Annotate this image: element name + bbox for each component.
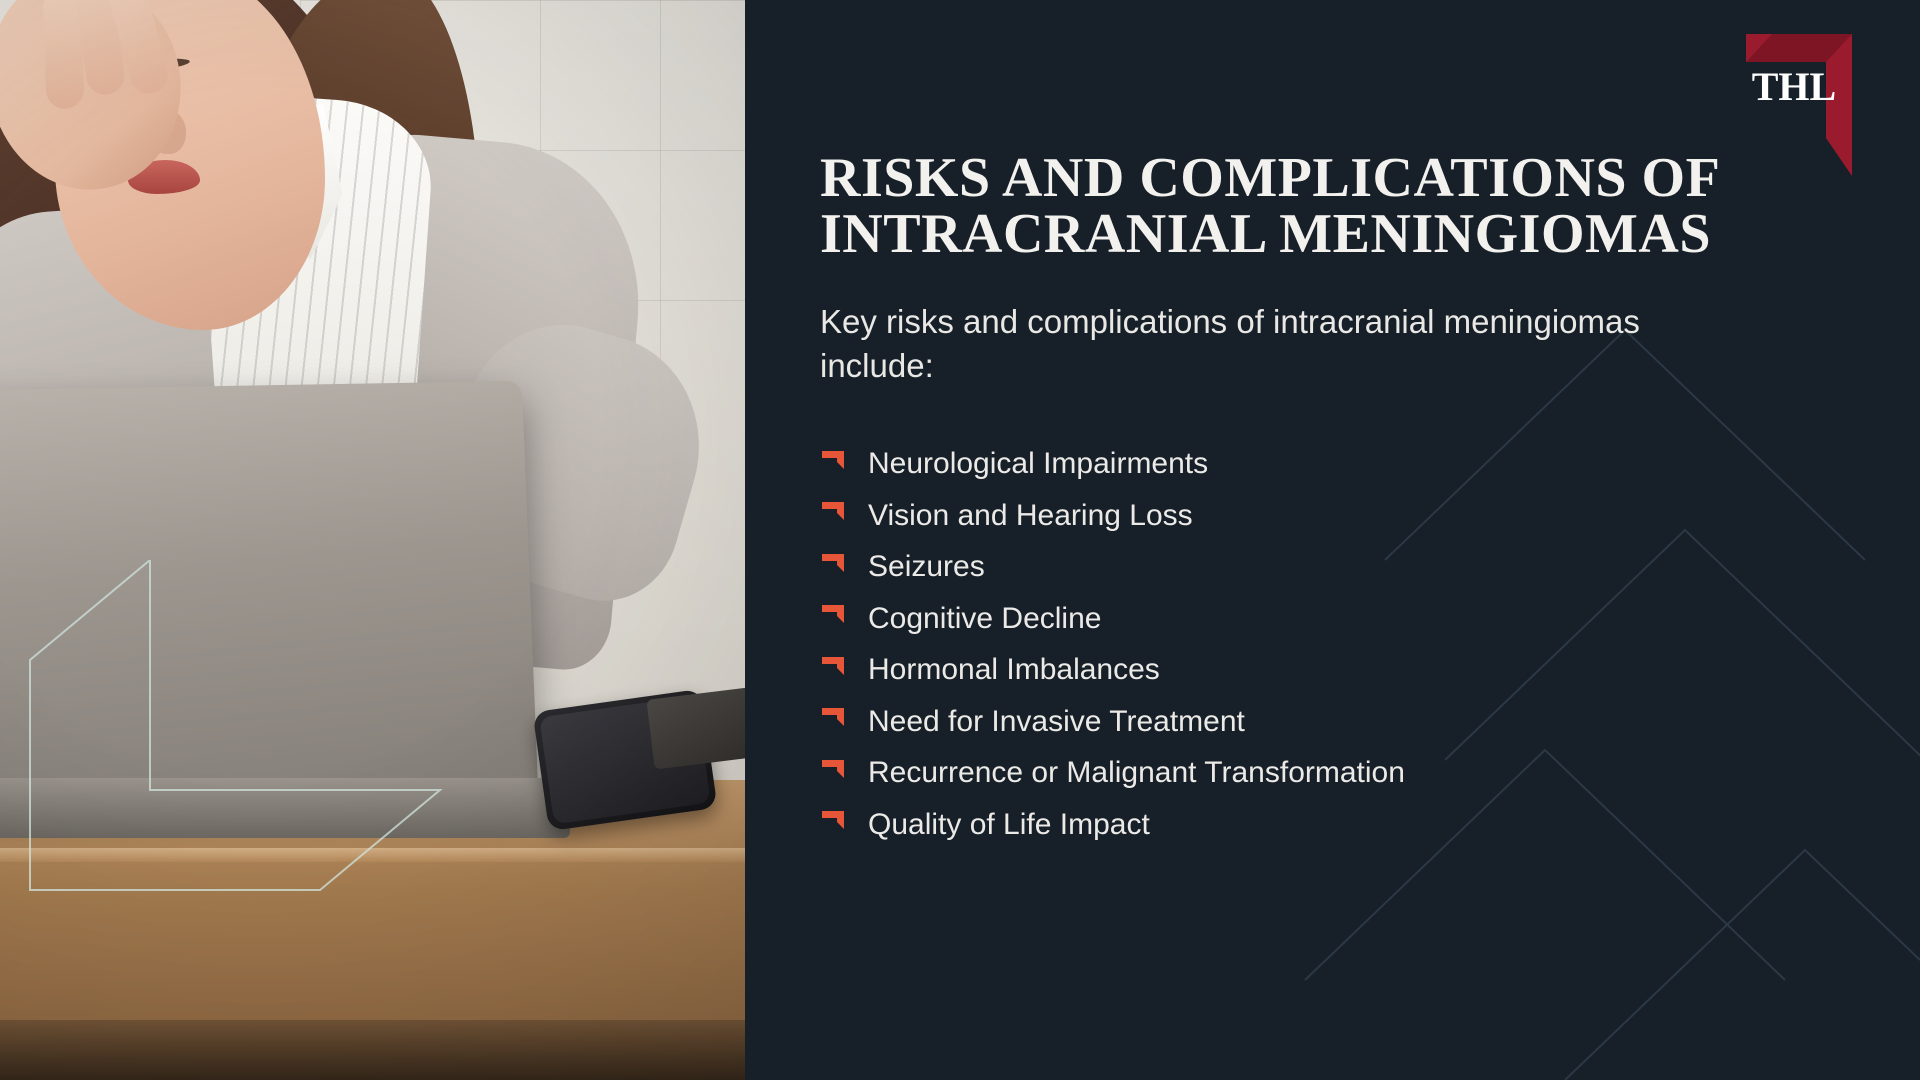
list-item-label: Seizures (868, 550, 985, 584)
arrow-bullet-icon (820, 603, 846, 633)
list-item-label: Cognitive Decline (868, 601, 1102, 635)
list-item-label: Quality of Life Impact (868, 807, 1150, 841)
list-item-label: Vision and Hearing Loss (868, 498, 1193, 532)
arrow-bullet-icon (820, 449, 846, 479)
page-title: RISKS AND COMPLICATIONS OF INTRACRANIAL MENINGIOMAS (820, 147, 1719, 265)
arrow-bullet-icon (820, 500, 846, 530)
risks-list (820, 445, 1850, 843)
list-item (820, 703, 1850, 741)
photo-vignette (0, 0, 745, 1080)
list-item (820, 806, 1850, 844)
subheading: Key risks and complications of intracranial meningiomas include: (820, 303, 1640, 384)
list-item (820, 497, 1850, 535)
arrow-bullet-icon (820, 655, 846, 685)
list-item-label: Hormonal Imbalances (868, 653, 1160, 687)
list-item-label: Neurological Impairments (868, 447, 1209, 481)
arrow-bullet-icon (820, 809, 846, 839)
list-item-label: Recurrence or Malignant Transformation (868, 756, 1405, 790)
list-item (820, 754, 1850, 792)
hero-photo (0, 0, 745, 1080)
content-inner (745, 0, 1920, 843)
list-item (820, 651, 1850, 689)
content-panel (745, 0, 1920, 1080)
list-item (820, 548, 1850, 586)
arrow-bullet-icon (820, 758, 846, 788)
arrow-bullet-icon (820, 706, 846, 736)
thl-logo-text: THL (1751, 64, 1837, 109)
arrow-bullet-icon (820, 552, 846, 582)
list-item (820, 445, 1850, 483)
list-item-label: Need for Invasive Treatment (868, 704, 1245, 738)
list-item (820, 600, 1850, 638)
